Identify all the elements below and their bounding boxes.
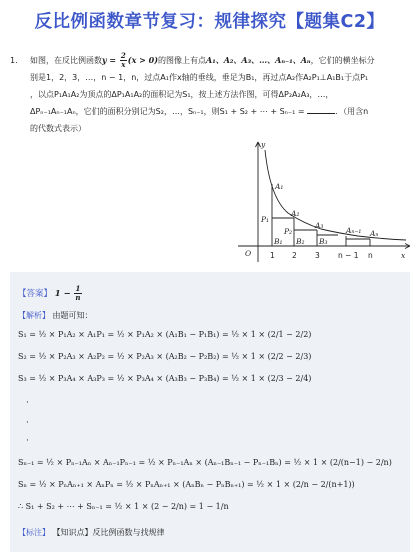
question-line3: ，以点P₁A₁A₂为顶点的ΔP₁A₁A₂的面积记为S₁，按上述方法作图，可得ΔP₂A₂A₃，…， — [30, 90, 334, 99]
analysis-tag: 【解析】 — [18, 311, 50, 320]
hyperbola-graph — [228, 138, 413, 266]
analysis-lead — [18, 310, 93, 321]
label-p1: P₁ — [261, 215, 270, 224]
label-a2: A₂ — [291, 209, 300, 218]
answer-blank — [307, 105, 335, 114]
label-p2: P₂ — [284, 227, 293, 236]
ellipsis-dot: · — [26, 436, 29, 446]
question-text-a: 如图，在反比例函数 — [30, 56, 102, 65]
label-y: y — [261, 140, 266, 149]
question-block — [10, 52, 410, 137]
answer-line — [18, 285, 83, 302]
answer-tag: 【答案】 — [18, 289, 53, 299]
tick-n: n — [368, 251, 373, 260]
label-an: Aₙ — [370, 229, 379, 238]
question-text-b: 的图像上有点 — [157, 56, 206, 65]
equation-s2: S₂ = ½ × P₂A₃ × A₂P₂ = ½ × P₂A₃ × (A₂B₂ − P₂B₂) = ½ × 1 × (2/2 − 2/3) — [18, 352, 312, 361]
function-condition: (x > 0) — [127, 55, 158, 65]
question-line4b: ．（用含n — [335, 107, 369, 116]
tick-n-minus-1: n − 1 — [338, 251, 359, 260]
page-title: 反比例函数章节复习：规律探究【题集C2】 — [34, 12, 385, 32]
analysis-lead-text: 由题可知： — [52, 311, 93, 320]
points-list: A₁、A₂、A₃、…、Aₙ₋₁、Aₙ — [205, 55, 311, 65]
question-number: 1. — [10, 56, 18, 65]
function-y: y = — [102, 55, 119, 65]
answer-value: 1 − — [54, 289, 71, 299]
note-tag: 【标注】 — [18, 528, 50, 537]
equation-s1: S₁ = ½ × P₁A₂ × A₁P₁ = ½ × P₁A₂ × (A₁B₁ − P₁B₁) = ½ × 1 × (2/1 − 2/2) — [18, 330, 312, 339]
label-b2: B₂ — [296, 237, 305, 246]
label-origin: O — [245, 249, 252, 258]
label-an1: Aₙ₋₁ — [346, 226, 362, 235]
equation-s3: S₃ = ½ × P₃A₄ × A₃P₃ = ½ × P₃A₄ × (A₃B₃ − P₃B₄) = ½ × 1 × (2/3 − 2/4) — [18, 374, 312, 383]
label-b3: B₃ — [319, 237, 328, 246]
equation-sn-minus-1: Sₙ₋₁ = ½ × Pₙ₋₁Aₙ × Aₙ₋₁Pₙ₋₁ = ½ × Pₙ₋₁Aₙ × (Aₙ₋₁Bₙ₋₁ − Pₙ₋₁Bₙ) = ½ × 1 × (2/(n−1) − 2/n) — [18, 458, 392, 467]
tick-3: 3 — [315, 251, 320, 260]
label-b1: B₁ — [274, 237, 283, 246]
label-x: x — [401, 251, 406, 260]
question-line4a: ΔPₙ₋₁Aₙ₋₁Aₙ，它们的面积分别记为S₂，…，Sₙ₋₁，则S₁ + S₂ + ⋯ + Sₙ₋₁ = — [30, 107, 305, 116]
question-text-c: ，它们的横坐标分 — [310, 56, 375, 65]
tick-1: 1 — [270, 251, 275, 260]
note-text: 【知识点】反比例函数与找规律 — [52, 528, 165, 537]
note-line — [18, 527, 165, 538]
ellipsis-dot: · — [26, 398, 29, 408]
label-a1: A₁ — [275, 182, 284, 191]
equation-sn: Sₙ = ½ × PₙAₙ₊₁ × AₙPₙ = ½ × PₙAₙ₊₁ × (AₙBₙ − PₙBₙ₊₁) = ½ × 1 × (2/n − 2/(n+1)) — [18, 480, 355, 489]
answer-fraction: $\frac{1}{n}$ — [75, 284, 81, 302]
equation-sum: ∴ S₁ + S₂ + ⋯ + Sₙ₋₁ = ½ × 1 × (2 − 2/n) = 1 − 1/n — [18, 502, 229, 511]
function-fraction: $\frac{2}{x}$ — [120, 51, 126, 69]
question-text — [30, 52, 410, 137]
question-line5: 的代数式表示） — [30, 124, 86, 133]
tick-2: 2 — [292, 251, 297, 260]
label-a3: A₃ — [315, 221, 324, 230]
question-line2: 别是1，2，3，…，n − 1，n，过点A₁作x轴的垂线，垂足为B₁，再过点A₂作A₂P₁⊥A₁B₁于点P₁ — [30, 73, 369, 82]
ellipsis-dot: · — [26, 418, 29, 428]
